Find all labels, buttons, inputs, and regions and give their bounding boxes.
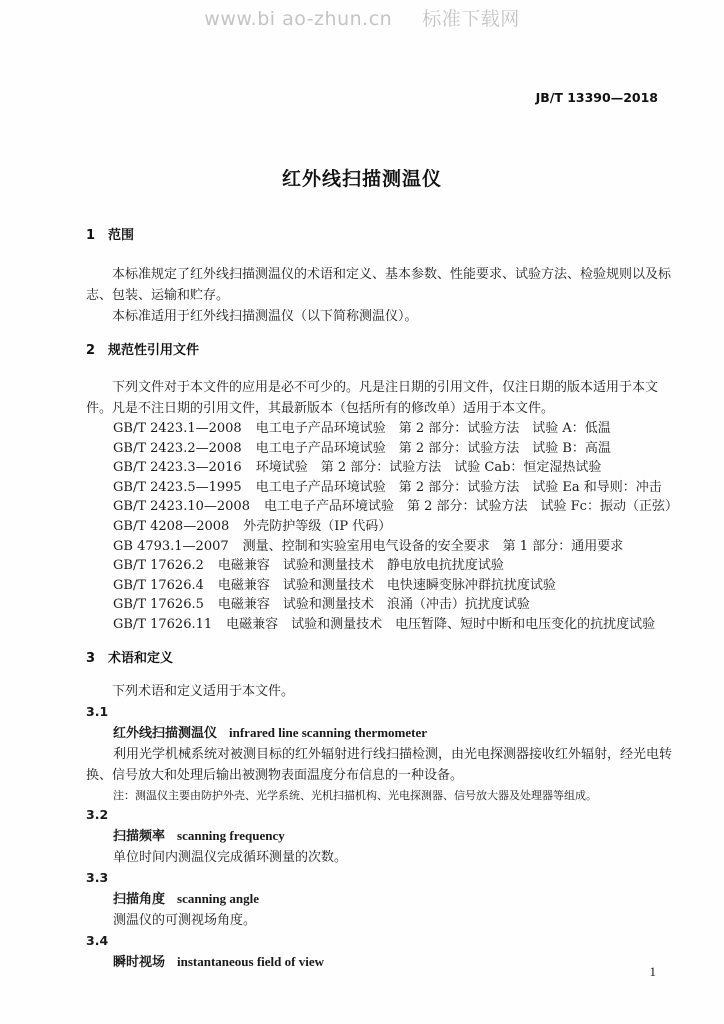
term-english: scanning frequency [177, 827, 285, 843]
document-body [86, 226, 678, 973]
section-title: 范围 [108, 228, 135, 243]
reference-title: 电工电子产品环境试验 第 2 部分：试验方法 试验 Fc：振动（正弦） [263, 499, 678, 515]
reference-item [86, 517, 664, 537]
term-english: infrared line scanning thermometer [229, 724, 427, 740]
references-intro-line-2: 件。凡是不注日期的引用文件，其最新版本（包括所有的修改单）适用于本文件。 [86, 401, 555, 416]
scope-paragraph-2: 本标准适用于红外线扫描测温仪（以下简称测温仪）。 [112, 309, 418, 324]
term-chinese: 扫描角度 [113, 891, 166, 907]
scope-paragraph-line-2: 志、包装、运输和贮存。 [86, 288, 230, 303]
section-number: 1 [86, 228, 96, 243]
page-number: 1 [649, 964, 656, 979]
reference-item [86, 478, 664, 498]
reference-item [86, 497, 678, 517]
term-english: instantaneous field of view [177, 953, 324, 969]
reference-title: 电工电子产品环境试验 第 2 部分：试验方法 试验 A：低温 [255, 421, 611, 436]
term-heading [86, 888, 664, 910]
reference-item [86, 419, 664, 439]
reference-code: GB/T 2423.3—2016 [113, 460, 242, 476]
reference-code: GB/T 4208—2008 [113, 518, 230, 534]
section-number: 3 [86, 650, 96, 666]
section-title: 术语和定义 [108, 650, 174, 666]
reference-title: 电磁兼容 试验和测量技术 电快速瞬变脉冲群抗扰度试验 [217, 577, 556, 593]
reference-title: 外壳防护等级（IP 代码） [243, 518, 392, 534]
reference-item [86, 458, 664, 478]
term-chinese: 扫描频率 [113, 828, 166, 844]
term-heading [86, 825, 664, 847]
reference-item [86, 576, 664, 596]
reference-code: GB/T 2423.5—1995 [113, 479, 242, 495]
term-definition: 测温仪的可测视场角度。 [113, 912, 257, 928]
section-number: 2 [86, 343, 96, 358]
section-3-heading [86, 649, 664, 669]
clause-number: 3.1 [86, 703, 109, 719]
reference-title: 电磁兼容 试验和测量技术 电压暂降、短时中断和电压变化的抗扰度试验 [226, 616, 656, 632]
reference-code: GB/T 17626.11 [113, 616, 213, 632]
reference-list [86, 419, 678, 635]
reference-title: 电磁兼容 试验和测量技术 静电放电抗扰度试验 [217, 558, 504, 574]
section-title: 规范性引用文件 [108, 343, 200, 358]
section-2-heading [86, 341, 664, 361]
terms-intro: 下列术语和定义适用于本文件。 [112, 683, 295, 699]
references-intro-line-1: 下列文件对于本文件的应用是必不可少的。凡是注日期的引用文件，仅注日期的版本适用于本文 [112, 380, 659, 395]
term-definition-line-2: 换、信号放大和处理后输出被测物表面温度分布信息的一种设备。 [86, 767, 464, 783]
reference-code: GB/T 2423.10—2008 [113, 499, 250, 515]
reference-code: GB/T 17626.4 [113, 577, 204, 593]
reference-title: 电磁兼容 试验和测量技术 浪涌（冲击）抗扰度试验 [217, 597, 530, 613]
reference-item [86, 595, 664, 615]
clause-number: 3.4 [86, 932, 109, 948]
term-chinese: 红外线扫描测温仪 [113, 725, 218, 741]
reference-item [86, 556, 664, 576]
reference-item [86, 537, 664, 557]
clause-number: 3.3 [86, 869, 109, 885]
reference-title: 电工电子产品环境试验 第 2 部分：试验方法 试验 Ea 和导则：冲击 [255, 479, 662, 495]
reference-title: 测量、控制和实验室用电气设备的安全要求 第 1 部分：通用要求 [242, 538, 624, 554]
term-chinese: 瞬时视场 [113, 954, 166, 970]
scope-paragraph-line-1: 本标准规定了红外线扫描测温仪的术语和定义、基本参数、性能要求、试验方法、检验规则以及标 [112, 267, 672, 282]
reference-title: 环境试验 第 2 部分：试验方法 试验 Cab：恒定湿热试验 [255, 460, 602, 476]
reference-code: GB/T 17626.2 [113, 558, 204, 574]
term-english: scanning angle [177, 890, 260, 906]
reference-code: GB/T 2423.1—2008 [113, 421, 242, 436]
term-note: 注：测温仪主要由防护外壳、光学系统、光机扫描机构、光电探测器、信号放大器及处理器等组成。 [113, 788, 597, 802]
clause-number: 3.2 [86, 806, 109, 822]
reference-item [86, 615, 664, 635]
term-heading [86, 951, 664, 973]
watermark-site: 标准下载网 [422, 8, 520, 30]
standard-number: JB/T 13390—2018 [535, 90, 658, 105]
reference-code: GB/T 2423.2—2008 [113, 440, 242, 456]
term-definition-line-1: 利用光学机械系统对被测目标的红外辐射进行线扫描检测，由光电探测器接收红外辐射，经光电转 [113, 746, 673, 762]
term-definition: 单位时间内测温仪完成循环测量的次数。 [113, 849, 348, 865]
document-title: 红外线扫描测温仪 [281, 168, 442, 190]
term-heading [86, 722, 664, 744]
reference-code: GB/T 17626.5 [113, 597, 204, 613]
reference-item [86, 439, 664, 459]
section-1-heading [86, 226, 664, 246]
reference-title: 电工电子产品环境试验 第 2 部分：试验方法 试验 B：高温 [255, 440, 611, 456]
reference-code: GB 4793.1—2007 [113, 538, 229, 554]
watermark [0, 4, 724, 31]
watermark-url: www.bi ao-zhun.cn [204, 8, 393, 30]
